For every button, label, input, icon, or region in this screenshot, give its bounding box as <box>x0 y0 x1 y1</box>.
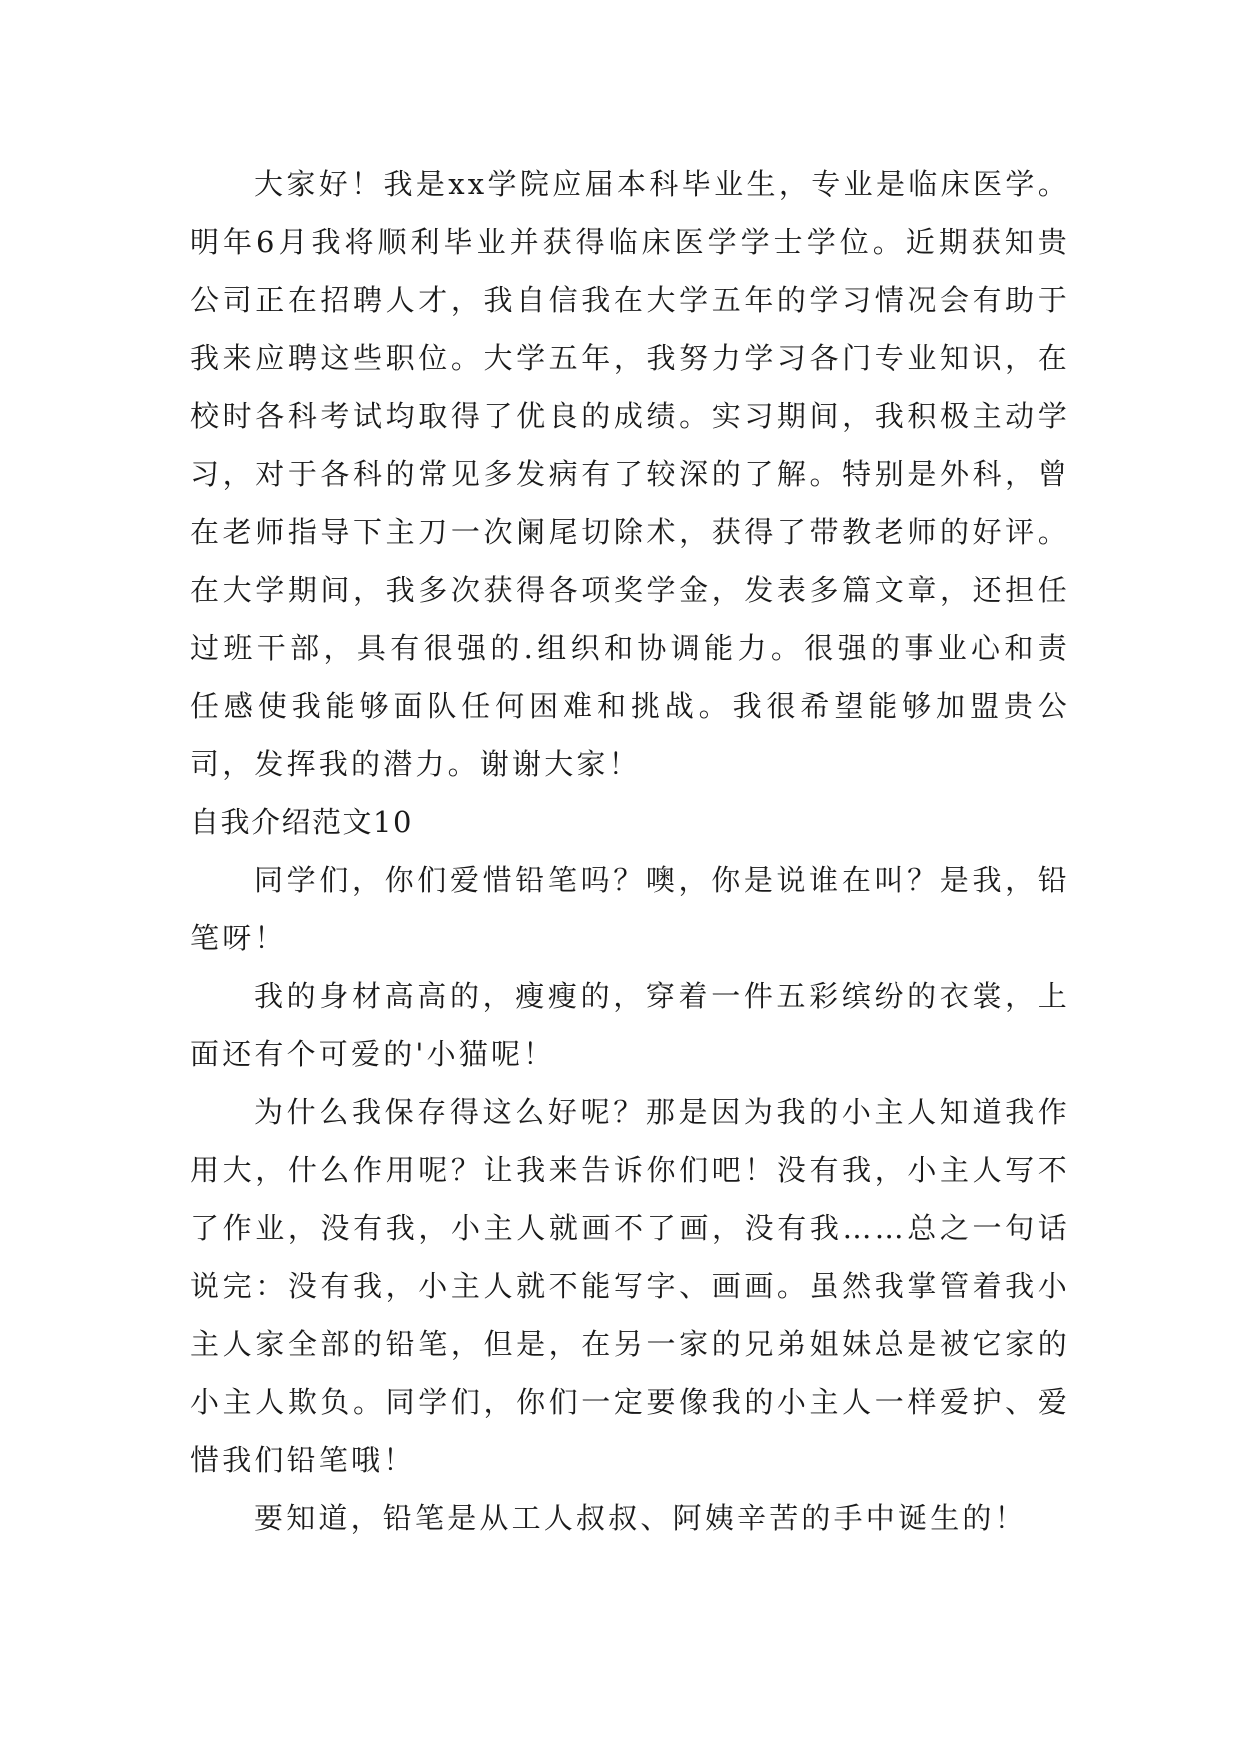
document-page <box>190 155 1070 1547</box>
pencil-paragraph-1: 同学们，你们爱惜铅笔吗？噢，你是说谁在叫？是我，铅笔呀！ <box>190 863 1070 955</box>
pencil-paragraph-4: 要知道，铅笔是从工人叔叔、阿姨辛苦的手中诞生的！ <box>254 1501 1027 1535</box>
pencil-paragraph-2: 我的身材高高的，瘦瘦的，穿着一件五彩缤纷的衣裳，上面还有个可爱的'小猫呢！ <box>190 979 1070 1071</box>
intro-paragraph: 大家好！我是xx学院应届本科毕业生，专业是临床医学。明年6月我将顺利毕业并获得临床医学学士学位。近期获知贵公司正在招聘人才，我自信我在大学五年的学习情况会有助于我来应聘这些职位。大学五年，我努力学习各门专业知识，在校时各科考试均取得了优良的成绩。实习期间，我积极主动学习，对于各科的常见多发病有了较深的了解。特别是外科，曾在老师指导下主刀一次阑尾切除术，获得了带教老师的好评。在大学期间，我多次获得各项奖学金，发表多篇文章，还担任过班干部，具有很强的.组织和协调能力。很强的事业心和责任感使我能够面队任何困难和挑战。我很希望能够加盟贵公司，发挥我的潜力。谢谢大家！ <box>190 167 1070 781</box>
pencil-paragraph-3: 为什么我保存得这么好呢？那是因为我的小主人知道我作用大，什么作用呢？让我来告诉你们吧！没有我，小主人写不了作业，没有我，小主人就画不了画，没有我……总之一句话说完：没有我，小主人就不能写字、画画。虽然我掌管着我小主人家全部的铅笔，但是，在另一家的兄弟姐妹总是被它家的小主人欺负。同学们，你们一定要像我的小主人一样爱护、爱惜我们铅笔哦！ <box>190 1095 1070 1477</box>
section-title: 自我介绍范文10 <box>190 805 413 839</box>
